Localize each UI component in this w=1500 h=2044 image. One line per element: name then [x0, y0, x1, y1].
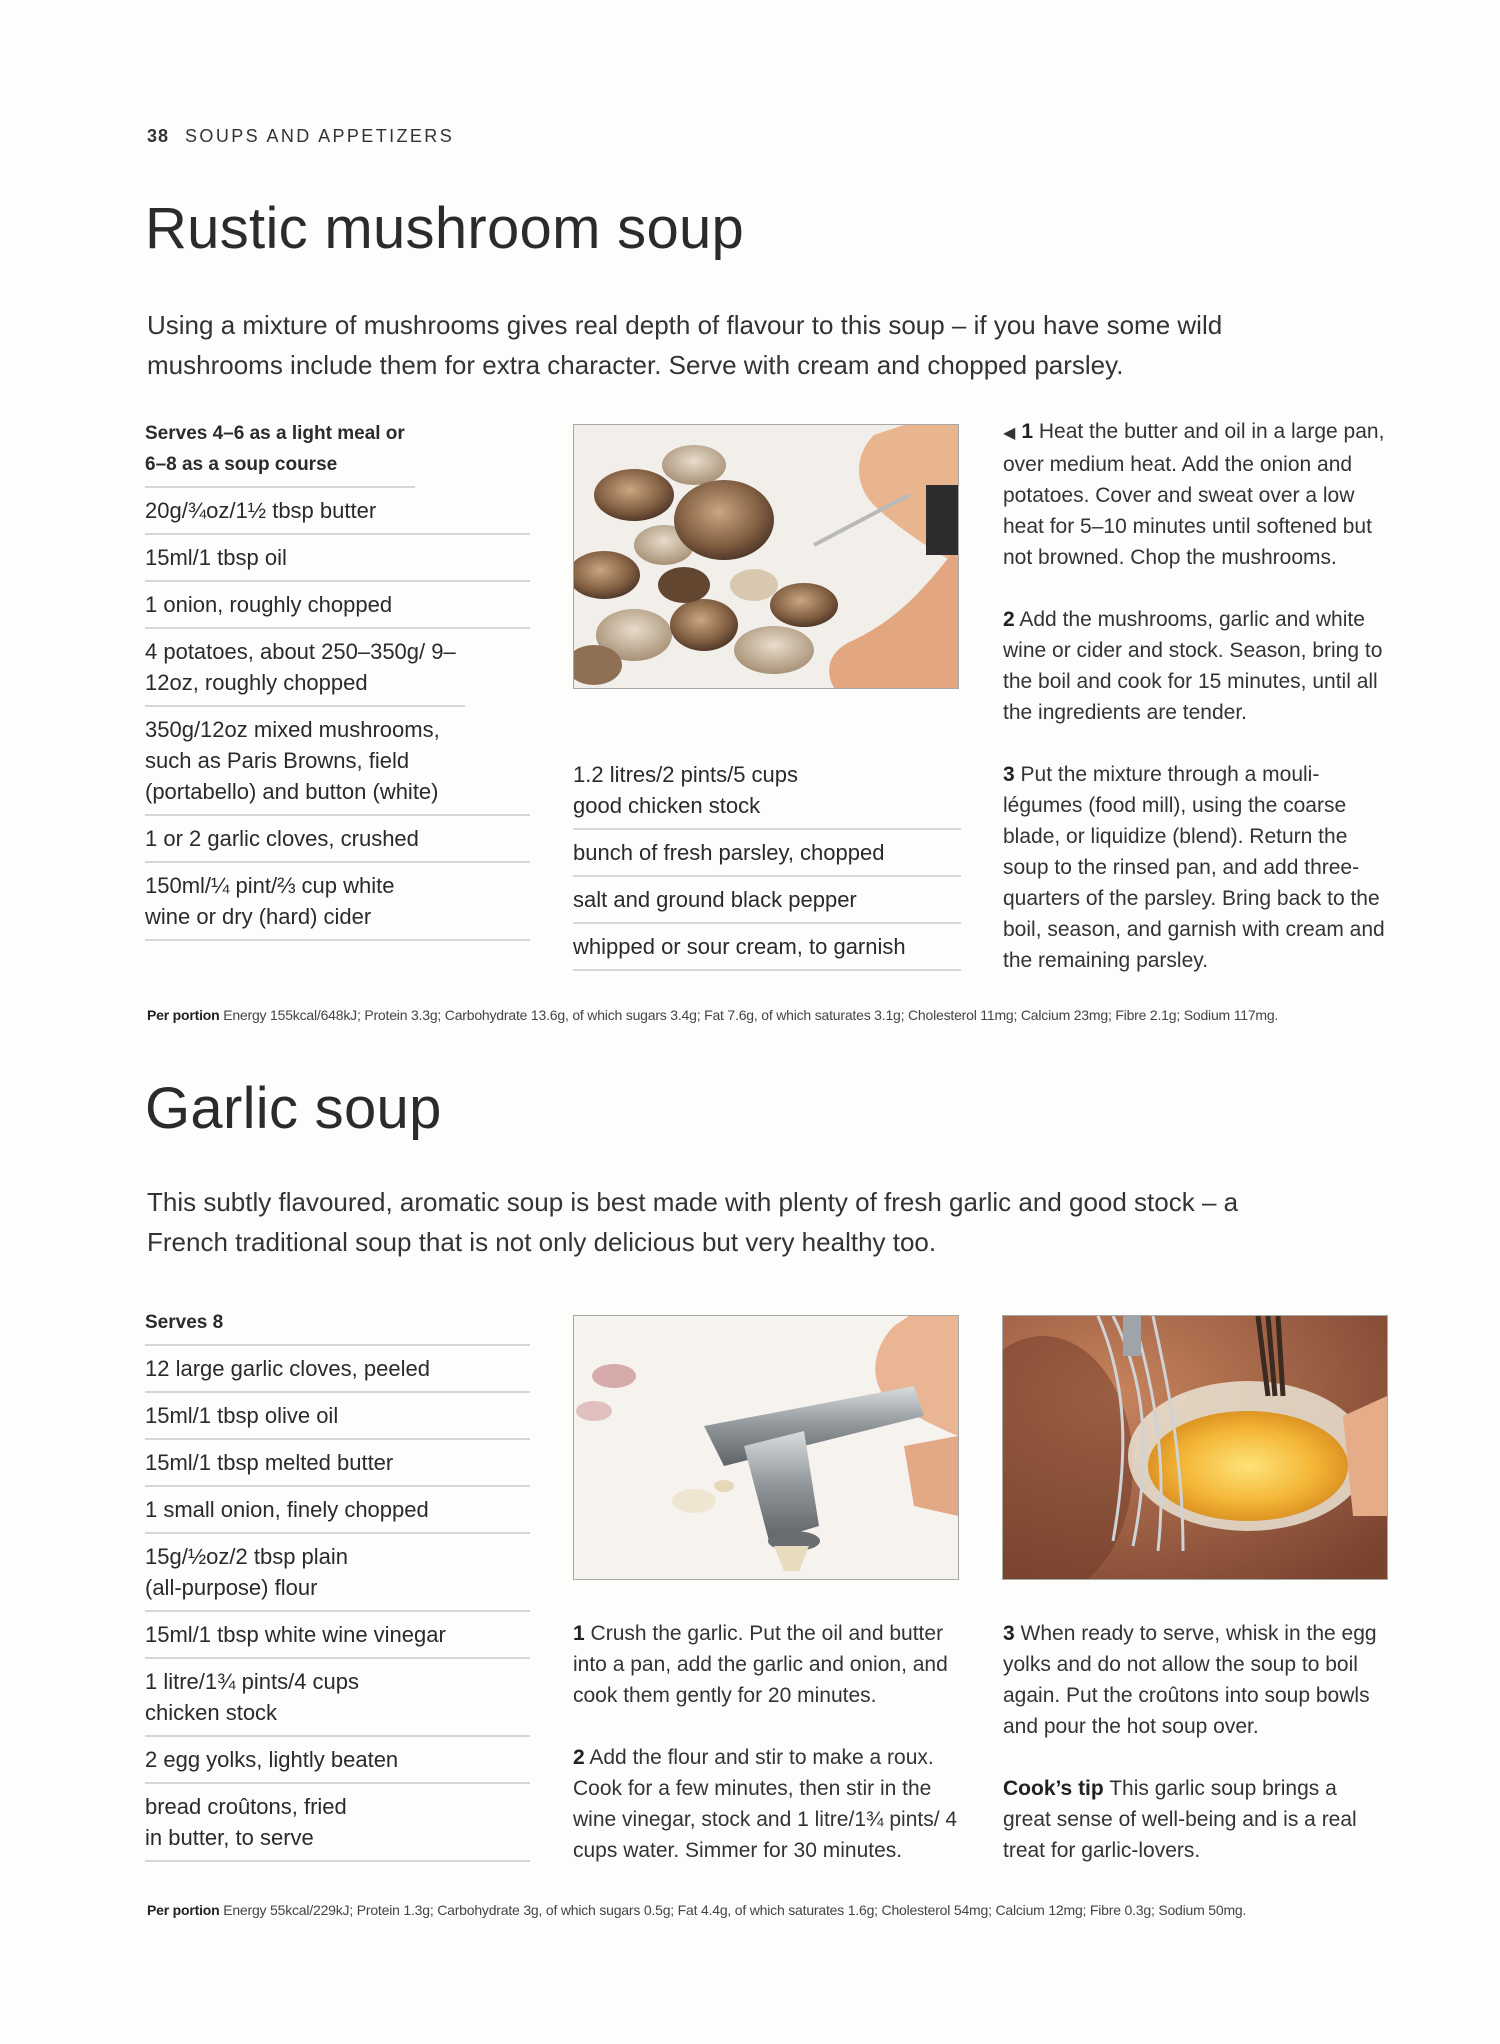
ingredients-column-garlic	[145, 1307, 530, 1862]
method-step: 2 Add the mushrooms, garlic and white wine or cider and stock. Season, bring to the boil and cook for 15 minutes, until all the ingredients are tender.	[1003, 608, 1383, 724]
ingredient-item: 1 onion, roughly chopped	[145, 582, 530, 629]
triangle-left-icon: ◀	[1003, 425, 1016, 442]
ingredients-column-1	[145, 418, 530, 941]
serves-label: Serves 8	[145, 1307, 530, 1346]
method-column-garlic-2	[1003, 1618, 1388, 1897]
ingredient-item: 15ml/1 tbsp white wine vinegar	[145, 1612, 530, 1659]
method-column-mushroom	[1003, 416, 1388, 1007]
ingredient-item: bunch of fresh parsley, chopped	[573, 830, 961, 877]
ingredient-item: 15ml/1 tbsp olive oil	[145, 1393, 530, 1440]
ingredient-item: 1.2 litres/2 pints/5 cups good chicken stock	[573, 752, 961, 830]
ingredient-item: 15ml/1 tbsp oil	[145, 535, 530, 582]
ingredient-item: 150ml/¼ pint/⅔ cup white wine or dry (hard) cider	[145, 863, 530, 941]
ingredient-item: 12 large garlic cloves, peeled	[145, 1346, 530, 1393]
ingredient-item: 1 or 2 garlic cloves, crushed	[145, 816, 530, 863]
nutrition-info-mushroom: Per portion Energy 155kcal/648kJ; Protein 3.3g; Carbohydrate 13.6g, of which sugars 3.4g; Fat 7.6g, of which saturates 3.1g; Cholesterol 11mg; Calcium 23mg; Fibre 2.1g; Sodium 117mg.	[147, 1007, 1279, 1023]
ingredients-column-2	[573, 752, 961, 971]
ingredient-item: 2 egg yolks, lightly beaten	[145, 1737, 530, 1784]
method-column-garlic-1	[573, 1618, 965, 1897]
ingredient-item: 20g/¾oz/1½ tbsp butter	[145, 488, 530, 535]
page-number: 38	[147, 126, 170, 146]
recipe-title-garlic: Garlic soup	[145, 1076, 442, 1141]
method-step: 1 Crush the garlic. Put the oil and butter into a pan, add the garlic and onion, and cook them gently for 20 minutes.	[573, 1622, 948, 1707]
ingredient-item: bread croûtons, fried in butter, to serve	[145, 1784, 530, 1862]
ingredient-item: whipped or sour cream, to garnish	[573, 924, 961, 971]
method-step: ◀ 1 Heat the butter and oil in a large pan, over medium heat. Add the onion and potatoes. Cover and sweat over a low heat for 5–10 minutes until softened but not browned. Chop the mushrooms.	[1003, 420, 1385, 569]
mushroom-photo	[573, 424, 959, 689]
ingredient-item: 15ml/1 tbsp melted butter	[145, 1440, 530, 1487]
ingredient-item: 4 potatoes, about 250–350g/ 9–12oz, roughly chopped	[145, 629, 465, 707]
ingredient-item: 15g/½oz/2 tbsp plain (all-purpose) flour	[145, 1534, 530, 1612]
method-step: 3 When ready to serve, whisk in the egg yolks and do not allow the soup to boil again. Put the croûtons into soup bowls and pour the hot soup over.	[1003, 1622, 1377, 1738]
section-title: SOUPS AND APPETIZERS	[185, 126, 455, 146]
ingredient-item: 1 litre/1¾ pints/4 cups chicken stock	[145, 1659, 530, 1737]
serves-label: Serves 4–6 as a light meal or 6–8 as a soup course	[145, 418, 415, 488]
ingredient-item: 350g/12oz mixed mushrooms, such as Paris Browns, field (portabello) and button (white)	[145, 707, 530, 816]
recipe-intro-mushroom: Using a mixture of mushrooms gives real depth of flavour to this soup – if you have some wild mushrooms include them for extra character. Serve with cream and chopped parsley.	[147, 310, 1223, 380]
ingredient-list	[145, 1346, 530, 1862]
ingredient-item: salt and ground black pepper	[573, 877, 961, 924]
recipe-intro-garlic: This subtly flavoured, aromatic soup is best made with plenty of fresh garlic and good stock – a French traditional soup that is not only delicious but very healthy too.	[147, 1187, 1239, 1257]
garlic-press-photo	[573, 1315, 959, 1580]
cooks-tip: Cook’s tip This garlic soup brings a great sense of well-being and is a real treat for garlic-lovers.	[1003, 1777, 1357, 1862]
ingredient-list	[573, 752, 961, 971]
ingredient-item: 1 small onion, finely chopped	[145, 1487, 530, 1534]
recipe-title-mushroom: Rustic mushroom soup	[145, 196, 745, 261]
whisk-bowl-photo	[1002, 1315, 1388, 1580]
ingredient-list	[145, 488, 530, 941]
running-head	[147, 126, 454, 147]
nutrition-info-garlic: Per portion Energy 55kcal/229kJ; Protein 1.3g; Carbohydrate 3g, of which sugars 0.5g; Fat 4.4g, of which saturates 1.6g; Cholesterol 54mg; Calcium 12mg; Fibre 0.3g; Sodium 50mg.	[147, 1902, 1247, 1918]
method-step: 2 Add the flour and stir to make a roux. Cook for a few minutes, then stir in the wine vinegar, stock and 1 litre/1¾ pints/ 4 cups water. Simmer for 30 minutes.	[573, 1746, 958, 1862]
method-step: 3 Put the mixture through a mouli-légumes (food mill), using the coarse blade, or liquidize (blend). Return the soup to the rinsed pan, and add three-quarters of the parsley. Bring back to the boil, season, and garnish with cream and the remaining parsley.	[1003, 763, 1385, 972]
